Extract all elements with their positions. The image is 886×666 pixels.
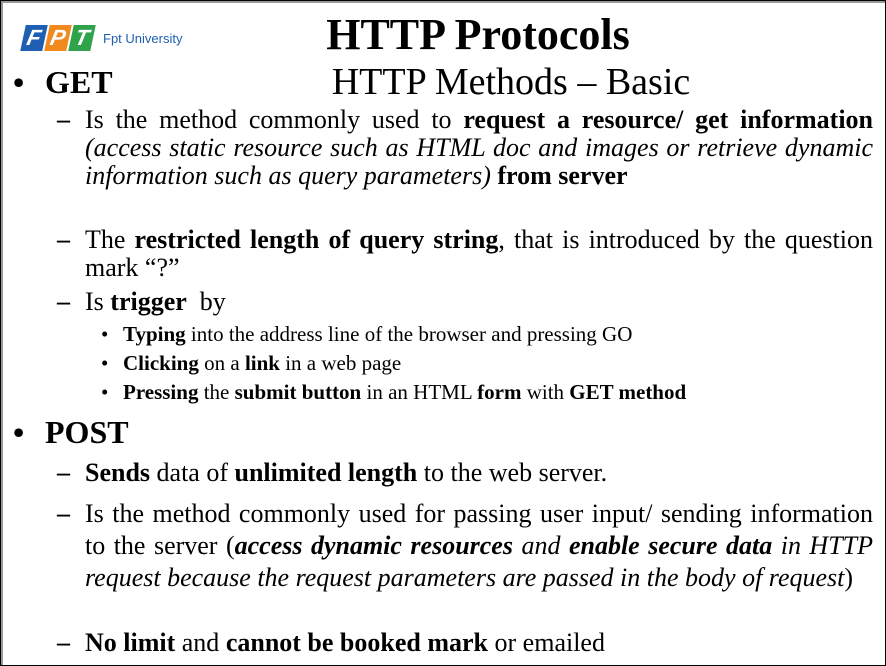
logo-letter-p: P (44, 25, 72, 51)
post-item-3 (57, 629, 873, 657)
logo-text: Fpt University (103, 30, 183, 46)
slide-title: HTTP Protocols (326, 10, 630, 59)
bullet-icon: • (101, 351, 109, 375)
text-run: on a (198, 351, 245, 375)
text-run-bold: request a resource/ get information (463, 105, 873, 134)
post-item-3-text (85, 629, 873, 657)
text-run: into the address line of the browser and pressing GO (185, 322, 633, 346)
text-run-bold: cannot be booked mark (225, 628, 489, 657)
get-label: GET (45, 64, 113, 100)
bullet-icon: • (101, 322, 109, 346)
text-run-bold: Sends (85, 458, 151, 487)
text-run: , that is introduced by the question mark “?” (85, 225, 873, 282)
logo-letter-f: F (20, 25, 48, 51)
text-run: The (85, 225, 135, 254)
post-label: POST (45, 414, 129, 450)
get-item-1 (57, 106, 873, 190)
text-run: ) (844, 563, 854, 592)
text-run: data of (150, 458, 235, 487)
text-run: or emailed (488, 628, 605, 657)
get-sub-1 (101, 321, 632, 347)
get-heading (13, 63, 113, 101)
text-run: Is the method commonly used for passing user input/ sending information to the server ( (85, 499, 873, 560)
text-run-bold: No limit (85, 628, 176, 657)
dash-icon: – (57, 458, 70, 487)
post-item-1 (57, 459, 873, 487)
text-run: Is (85, 287, 111, 316)
text-run: and (175, 628, 226, 657)
slide-subtitle: HTTP Methods – Basic (331, 61, 691, 103)
text-run-bold: Typing (123, 322, 186, 346)
bullet-icon: • (13, 64, 25, 100)
get-item-3 (57, 288, 873, 316)
post-item-2-text (85, 498, 873, 594)
get-item-3-text (85, 288, 873, 316)
dash-icon: – (57, 287, 70, 316)
get-item-1-text (85, 106, 873, 190)
text-run-italic: (access static resource such as HTML doc and images or retrieve dynamic information such as query parameters) (85, 133, 873, 190)
post-heading (13, 413, 129, 451)
get-item-2 (57, 226, 873, 282)
logo-letter-t: T (68, 25, 96, 51)
text-run-bold: GET method (569, 380, 687, 404)
text-run-bold: submit button (234, 380, 362, 404)
text-run: with (521, 380, 570, 404)
post-item-1-text (85, 459, 873, 487)
text-run-bold: restricted length of query string (134, 225, 499, 254)
dash-icon: – (57, 105, 70, 134)
text-run: the (198, 380, 235, 404)
text-run-bold: Pressing (123, 380, 199, 404)
text-run-italic: in HTTP request because the request parameters are passed in the body of request (85, 531, 873, 592)
text-run-italic: and (512, 531, 569, 560)
dash-icon: – (57, 628, 70, 657)
text-run-bold: form (477, 380, 522, 404)
get-item-2-text (85, 226, 873, 282)
dash-icon: – (57, 499, 70, 528)
get-sub-3 (101, 379, 686, 405)
text-run-bold: link (244, 351, 280, 375)
text-run-bold: unlimited length (234, 458, 418, 487)
text-run-bold: Clicking (123, 351, 199, 375)
dash-icon: – (57, 225, 70, 254)
text-run-bold-italic: enable secure data (568, 531, 773, 560)
text-run-bold: trigger (110, 287, 187, 316)
bullet-icon: • (101, 380, 109, 404)
text-run: in an HTML (361, 380, 478, 404)
text-run: by (186, 287, 226, 316)
text-run: in a web page (279, 351, 402, 375)
get-sub-2 (101, 350, 401, 376)
text-run-bold-italic: access dynamic resources (234, 531, 513, 560)
text-run: to the web server. (417, 458, 608, 487)
text-run-bold: from server (497, 161, 628, 190)
bullet-icon: • (13, 414, 25, 450)
text-run: Is the method commonly used to (85, 105, 464, 134)
post-item-2 (57, 498, 873, 594)
